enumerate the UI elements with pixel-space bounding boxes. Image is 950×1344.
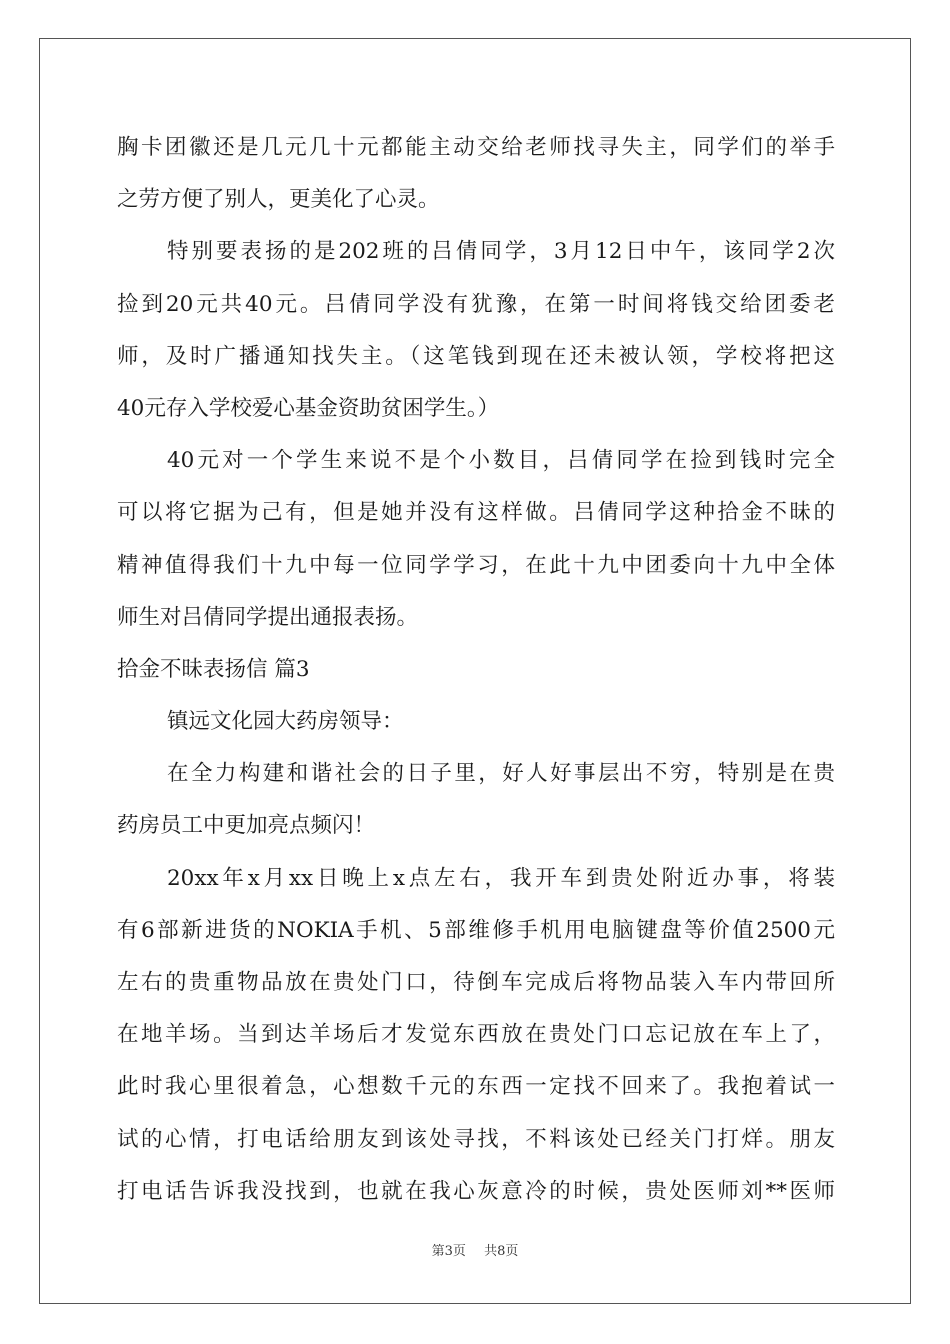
- text-line: 可以将它据为己有，但是她并没有这样做。吕倩同学这种拾金不昧的: [117, 500, 835, 526]
- text-line: 打电话告诉我没找到，也就在我心灰意冷的时候，贵处医师刘**医师: [117, 1178, 835, 1204]
- text-line: 有6部新进货的NOKIA手机、5部维修手机用电脑键盘等价值2500元: [117, 917, 835, 943]
- text-line: 左右的贵重物品放在贵处门口，待倒车完成后将物品装入车内带回所: [117, 970, 835, 995]
- text-line: 在地羊场。当到达羊场后才发觉东西放在贵处门口忘记放在车上了，: [117, 1022, 835, 1048]
- text-line: 师生对吕倩同学提出通报表扬。: [117, 604, 419, 630]
- text-line: 40元存入学校爱心基金资助贫困学生。）: [117, 395, 500, 421]
- section-heading: 拾金不昧表扬信 篇3: [117, 656, 310, 682]
- text-line: 此时我心里很着急，心想数千元的东西一定找不回来了。我抱着试一: [117, 1074, 835, 1100]
- text-line: 药房员工中更加亮点频闪！: [117, 813, 376, 839]
- text-line: 之劳方便了别人，更美化了心灵。: [117, 187, 440, 213]
- text-line: 捡到20元共40元。吕倩同学没有犹豫，在第一时间将钱交给团委老: [117, 291, 835, 317]
- text-line: 在全力构建和谐社会的日子里，好人好事层出不穷，特别是在贵: [167, 761, 835, 787]
- text-line: 精神值得我们十九中每一位同学学习，在此十九中团委向十九中全体: [117, 552, 835, 578]
- page-footer: [0, 1240, 950, 1259]
- text-line: 特别要表扬的是202班的吕倩同学，3月12日中午，该同学2次: [167, 239, 835, 265]
- page-number: 第3页: [431, 1244, 466, 1259]
- text-line: 40元对一个学生来说不是个小数目，吕倩同学在捡到钱时完全: [167, 448, 835, 474]
- text-line: 20xx年x月xx日晚上x点左右，我开车到贵处附近办事，将装: [167, 865, 835, 891]
- page-total: 共8页: [484, 1244, 519, 1259]
- text-line: 师，及时广播通知找失主。（这笔钱到现在还未被认领，学校将把这: [117, 343, 835, 369]
- text-line: 试的心情，打电话给朋友到该处寻找，不料该处已经关门打烊。朋友: [117, 1126, 835, 1152]
- document-body: [117, 122, 835, 1218]
- text-line: 胸卡团徽还是几元几十元都能主动交给老师找寻失主，同学们的举手: [117, 135, 835, 160]
- text-line: 镇远文化园大药房领导：: [167, 709, 404, 735]
